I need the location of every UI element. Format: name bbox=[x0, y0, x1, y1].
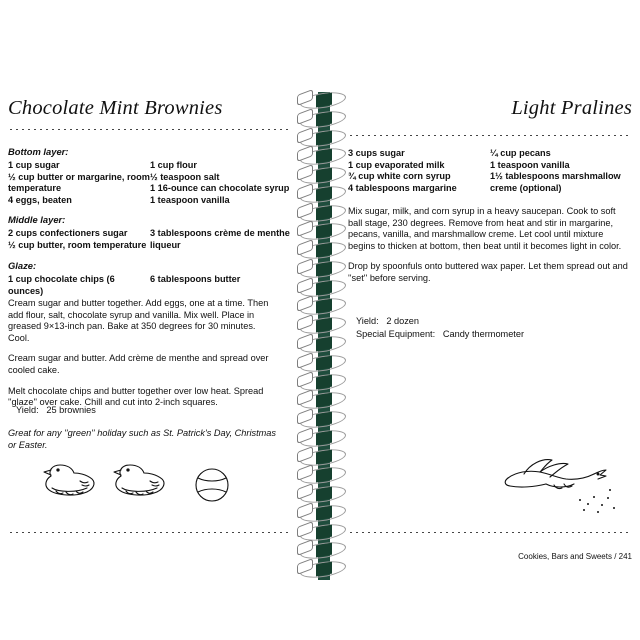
yield-label: Yield: bbox=[16, 405, 39, 415]
ingredient-item: ½ teaspoon salt bbox=[150, 171, 220, 182]
binding-coil bbox=[296, 449, 348, 465]
page-title-left: Chocolate Mint Brownies bbox=[8, 97, 223, 119]
binding-coil bbox=[296, 411, 348, 427]
instruction-step: Mix sugar, milk, and corn syrup in a heavy saucepan. Cook to soft ball stage, 230 degrees. Remove from heat and stir in margarine, pecans, vanilla, and marshmallow creme. Let cool until mixture begins to thicken at bottom, then beat until it becomes light in color. bbox=[348, 206, 622, 251]
instructions-left bbox=[8, 298, 270, 418]
ducks-and-ball-icon bbox=[42, 455, 242, 515]
binding-coil bbox=[296, 561, 348, 577]
recipe-note-left: Great for any ''green'' holiday such as St. Patrick's Day, Christmas or Easter. bbox=[8, 428, 276, 450]
bottom-divider-right bbox=[348, 531, 632, 534]
binding-coil bbox=[296, 111, 348, 127]
ingredient-item: 4 tablespoons margarine bbox=[348, 182, 457, 193]
ingredient-col-2 bbox=[150, 160, 292, 206]
title-divider-left bbox=[8, 128, 292, 131]
ingredient-col-1 bbox=[8, 228, 150, 251]
ingredient-item: 1 cup flour bbox=[150, 160, 197, 170]
binding-coil bbox=[296, 280, 348, 296]
binding-coil bbox=[296, 148, 348, 164]
yield-label: Yield: bbox=[356, 316, 379, 326]
title-divider-right bbox=[348, 134, 632, 137]
yield-value: 2 dozen bbox=[386, 316, 420, 326]
left-page bbox=[0, 0, 300, 640]
instruction-step: Melt chocolate chips and butter together over low heat. Spread ''glaze'' over cake. Chill and cut into 2-inch squares. bbox=[8, 385, 264, 408]
binding-coil bbox=[296, 467, 348, 483]
binding-coil bbox=[296, 130, 348, 146]
binding-coil bbox=[296, 430, 348, 446]
binding-coil bbox=[296, 223, 348, 239]
binding-coil bbox=[296, 317, 348, 333]
ingredient-item: ¾ cup white corn syrup bbox=[348, 171, 451, 182]
ingredient-col-2 bbox=[150, 228, 292, 251]
ingredient-col-1 bbox=[8, 160, 150, 206]
binding-coil bbox=[296, 336, 348, 352]
equipment-value: Candy thermometer bbox=[442, 329, 525, 339]
binding-coil bbox=[296, 355, 348, 371]
ingredient-item: 1 cup evaporated milk bbox=[348, 159, 445, 170]
ingredient-item: creme (optional) bbox=[490, 182, 562, 193]
yield-line-right bbox=[356, 316, 419, 328]
ingredient-item: liqueur bbox=[150, 239, 181, 250]
bottom-divider-left bbox=[8, 531, 292, 534]
ingredient-item: 6 tablespoons butter bbox=[150, 274, 241, 284]
binding-coil bbox=[296, 392, 348, 408]
page-title-right: Light Pralines bbox=[511, 97, 632, 119]
ingredient-item: 3 cups sugar bbox=[348, 148, 405, 158]
ingredient-item: 3 tablespoons crème de menthe bbox=[150, 228, 290, 238]
equipment-line bbox=[356, 329, 524, 341]
ingredient-col-1 bbox=[8, 274, 150, 297]
instruction-step: Drop by spoonfuls onto buttered wax paper. Let them spread out and ''set'' before serving. bbox=[348, 261, 628, 283]
section-heading-glaze: Glaze: bbox=[8, 260, 37, 271]
binding-coil bbox=[296, 167, 348, 183]
ingredient-item: 1 teaspoon vanilla bbox=[150, 194, 230, 205]
ingredient-item: ½ cup butter or margarine, room bbox=[8, 171, 150, 182]
ingredients-right bbox=[348, 148, 632, 194]
binding-coil bbox=[296, 242, 348, 258]
ingredient-item: 1 cup chocolate chips (6 ounces) bbox=[8, 274, 115, 296]
binding-coil bbox=[296, 374, 348, 390]
equipment-label: Special Equipment: bbox=[356, 329, 436, 339]
binding-coil bbox=[296, 486, 348, 502]
ingredient-item: 4 eggs, beaten bbox=[8, 194, 72, 205]
flying-goose-icon bbox=[494, 448, 624, 518]
spiral-binding bbox=[296, 92, 348, 580]
ingredient-item: ¼ cup pecans bbox=[490, 148, 551, 158]
ingredients-bottom-layer bbox=[8, 160, 292, 206]
binding-coil bbox=[296, 92, 348, 108]
binding-coil bbox=[296, 261, 348, 277]
ingredient-item: 1 cup sugar bbox=[8, 160, 60, 170]
instruction-step: Cream sugar and butter. Add crème de menthe and spread over cooled cake. bbox=[8, 353, 269, 375]
binding-coil bbox=[296, 205, 348, 221]
instruction-step: Cream sugar and butter together. Add eggs, one at a time. Then add flour, salt, chocolate syrup and vanilla. Mix well. Place in greased 9×13-inch pan. Bake at 350 degrees for 30 minutes. Cool. bbox=[8, 298, 269, 343]
ingredient-item: 2 cups confectioners sugar bbox=[8, 228, 128, 238]
ingredient-col-2 bbox=[150, 274, 292, 297]
ingredients-middle-layer bbox=[8, 228, 292, 251]
ingredient-item: 1 16-ounce can chocolate syrup bbox=[150, 183, 290, 194]
section-heading-bottom-layer: Bottom layer: bbox=[8, 146, 69, 157]
ingredient-item: 1 teaspoon vanilla bbox=[490, 159, 570, 170]
yield-line-left bbox=[16, 405, 96, 417]
page-footer: Cookies, Bars and Sweets / 241 bbox=[518, 552, 632, 561]
right-page bbox=[344, 0, 640, 640]
ingredients-glaze bbox=[8, 274, 292, 297]
binding-coil bbox=[296, 505, 348, 521]
binding-coil bbox=[296, 186, 348, 202]
yield-value: 25 brownies bbox=[46, 405, 96, 415]
ingredient-item: temperature bbox=[8, 183, 62, 194]
binding-coil bbox=[296, 542, 348, 558]
section-heading-middle-layer: Middle layer: bbox=[8, 214, 66, 225]
binding-coil bbox=[296, 298, 348, 314]
binding-coil bbox=[296, 524, 348, 540]
ingredient-col-2 bbox=[490, 148, 632, 194]
ingredient-item: ½ cup butter, room temperature bbox=[8, 239, 147, 250]
instructions-right bbox=[348, 206, 632, 294]
ingredient-item: 1½ tablespoons marshmallow bbox=[490, 171, 621, 182]
ingredient-col-1 bbox=[348, 148, 490, 194]
